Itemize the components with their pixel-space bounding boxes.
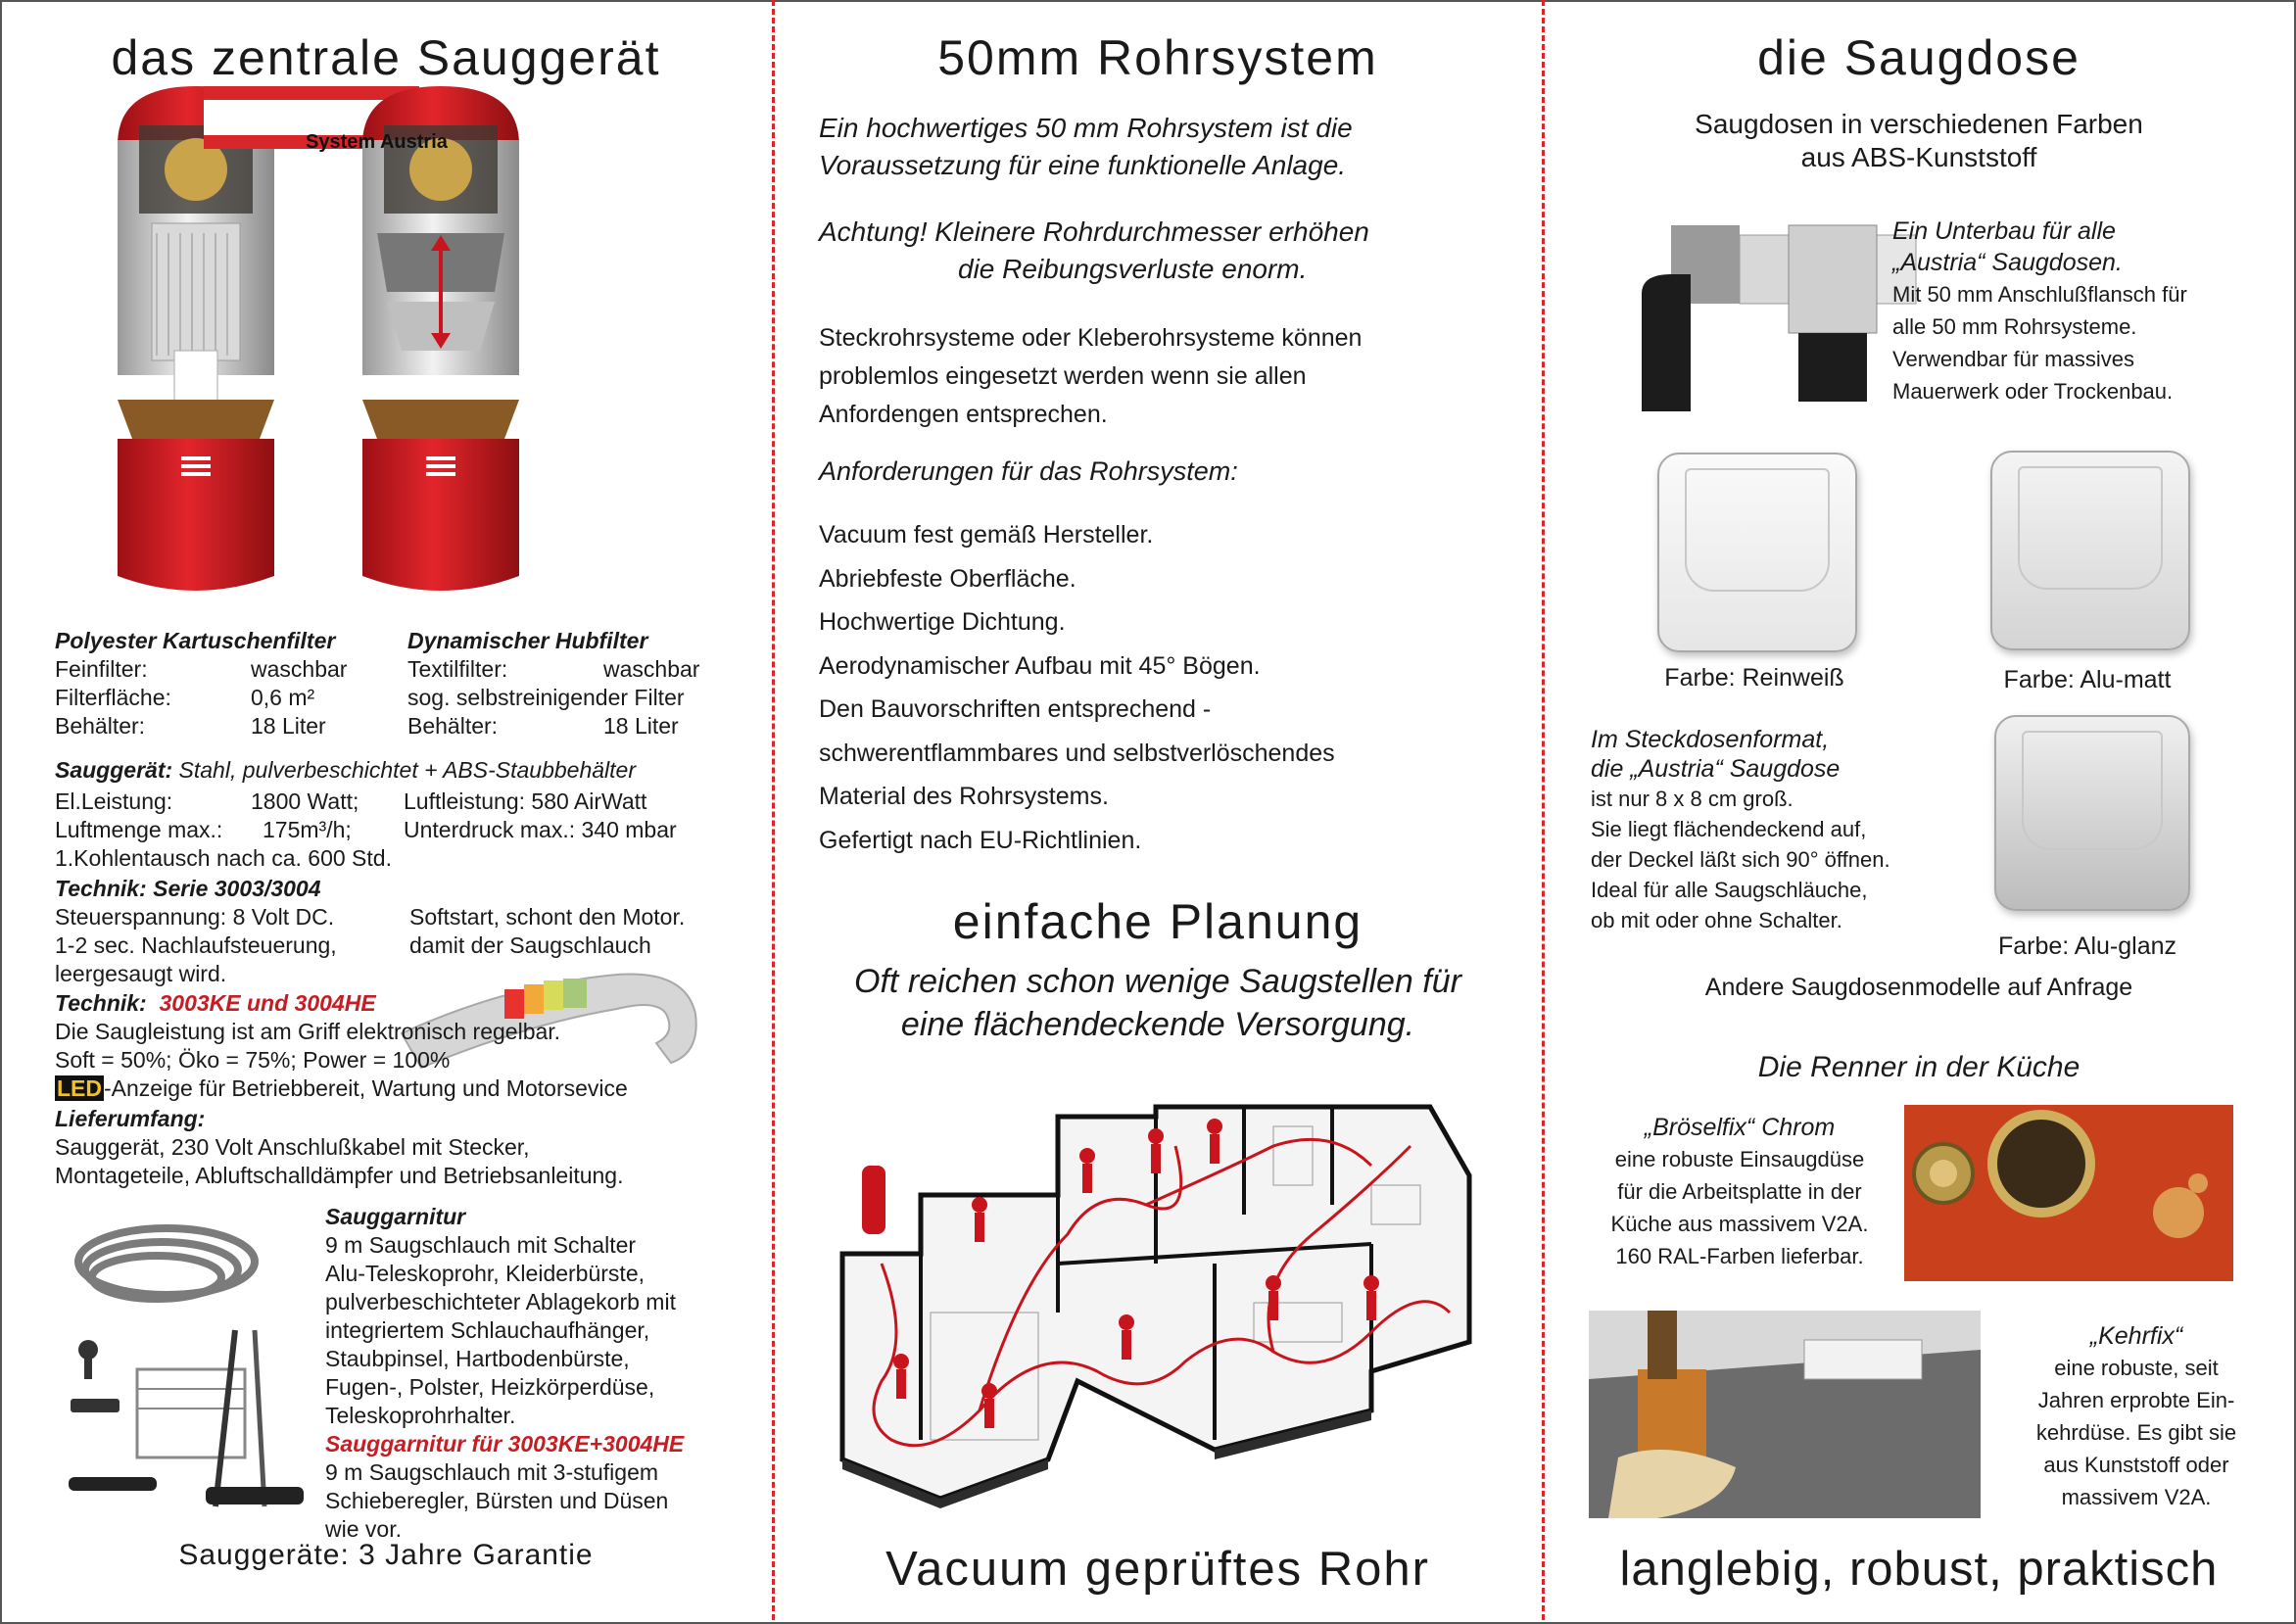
anforderung-item: Aerodynamischer Aufbau mit 45° Bögen. bbox=[819, 651, 1261, 680]
spec-label: El.Leistung: bbox=[55, 788, 173, 814]
technik-heading: Technik: Serie 3003/3004 bbox=[55, 876, 321, 901]
column-saugdose bbox=[1544, 0, 2294, 1620]
lieferumfang-block bbox=[55, 1105, 770, 1190]
unterbau-text: Mit 50 mm Anschlußflansch für bbox=[1892, 282, 2187, 307]
technik2-text: Soft = 50%; Öko = 75%; Power = 100% bbox=[55, 1047, 451, 1073]
spec-value: 18 Liter bbox=[603, 713, 679, 739]
spec-label: Filterfläche: bbox=[55, 685, 171, 710]
technik-text: damit der Saugschlauch bbox=[409, 932, 651, 958]
subtitle-line: Saugdosen in verschiedenen Farben bbox=[1695, 109, 2143, 139]
technik-text: Softstart, schont den Motor. bbox=[409, 904, 686, 930]
broeselfix-block bbox=[1593, 1112, 1887, 1272]
unterbau-heading: Ein Unterbau für alle bbox=[1892, 217, 2116, 245]
planung-title: einfache Planung bbox=[952, 894, 1363, 949]
cover-alu-glanz-image bbox=[1994, 715, 2190, 911]
anforderung-item: Den Bauvorschriften entsprechend - bbox=[819, 695, 1212, 723]
sauggarnitur-heading: Sauggarnitur bbox=[325, 1204, 466, 1229]
spec-value: waschbar bbox=[251, 656, 348, 682]
intro-line: Voraussetzung für eine funktionelle Anlage. bbox=[819, 150, 1347, 180]
kehrfix-text: eine robuste, seit bbox=[2054, 1356, 2219, 1380]
sauggarnitur-block bbox=[325, 1203, 766, 1544]
spec-label: Behälter: bbox=[55, 713, 146, 739]
technik2-models: 3003KE und 3004HE bbox=[159, 990, 376, 1016]
steckdosen-text: ob mit oder ohne Schalter. bbox=[1591, 908, 1842, 932]
sauggarnitur-text: 9 m Saugschlauch mit Schalter bbox=[325, 1232, 637, 1258]
saugdose-subtitle bbox=[1544, 108, 2294, 174]
andere-modelle-text: Andere Saugdosenmodelle auf Anfrage bbox=[1704, 974, 2133, 1001]
anforderung-item: Vacuum fest gemäß Hersteller. bbox=[819, 521, 1154, 549]
geraet-line bbox=[55, 756, 636, 785]
unterbau-heading: „Austria“ Saugdosen. bbox=[1892, 249, 2123, 276]
technik2-block bbox=[55, 989, 770, 1103]
unterbau-text: Mauerwerk oder Trockenbau. bbox=[1892, 379, 2174, 404]
sauggarnitur-text: Schieberegler, Bürsten und Düsen bbox=[325, 1488, 669, 1513]
anforderung-item: schwerentflammbares und selbstverlöschendes bbox=[819, 739, 1335, 767]
column-title: die Saugdose bbox=[1757, 30, 2081, 85]
steck-text bbox=[819, 319, 1524, 434]
sauggarnitur-text: Staubpinsel, Hartbodenbürste, bbox=[325, 1346, 630, 1371]
achtung-line: Achtung! Kleinere Rohrdurchmesser erhöhen bbox=[819, 216, 1369, 247]
vacuum-units-image bbox=[108, 86, 656, 605]
kehrfix-text: kehrdüse. Es gibt sie bbox=[2035, 1420, 2237, 1445]
sauggarnitur-text: integriertem Schlauchaufhänger, bbox=[325, 1317, 650, 1343]
spec-value: Luftleistung: 580 AirWatt bbox=[404, 788, 647, 814]
steckdosen-text: Sie liegt flächendeckend auf, bbox=[1591, 817, 1867, 841]
steck-line: Anfordengen entsprechen. bbox=[819, 401, 1108, 428]
sauggarnitur-text: Fugen-, Polster, Heizkörperdüse, bbox=[325, 1374, 655, 1400]
broeselfix-text: Küche aus massivem V2A. bbox=[1610, 1212, 1869, 1236]
led-badge: LED bbox=[57, 1075, 102, 1101]
kehrfix-text: Jahren erprobte Ein- bbox=[2037, 1388, 2235, 1412]
sauggarnitur-text: wie vor. bbox=[325, 1516, 402, 1542]
spec-line: 1.Kohlentausch nach ca. 600 Std. bbox=[55, 845, 392, 871]
technik2-text: -Anzeige für Betriebbereit, Wartung und Motorsevice bbox=[104, 1075, 628, 1101]
anforderung-item: Abriebfeste Oberfläche. bbox=[819, 564, 1076, 593]
sauggarnitur-ke-heading: Sauggarnitur für 3003KE+3004HE bbox=[325, 1431, 685, 1457]
kehrfix-text: aus Kunststoff oder bbox=[2043, 1453, 2229, 1477]
geraet-specs bbox=[55, 788, 760, 873]
sauggarnitur-text: Teleskoprohrhalter. bbox=[325, 1403, 516, 1428]
cover-alu-matt-image bbox=[1990, 451, 2190, 650]
achtung-text bbox=[819, 214, 1524, 288]
broeselfix-text: 160 RAL-Farben lieferbar. bbox=[1615, 1244, 1864, 1268]
spec-label: Luftmenge max.: bbox=[55, 817, 223, 842]
intro-text bbox=[819, 110, 1524, 184]
kehrfix-block bbox=[1979, 1320, 2294, 1513]
kehrfix-text: massivem V2A. bbox=[2061, 1485, 2212, 1509]
anforderungen-heading: Anforderungen für das Rohrsystem: bbox=[819, 456, 1238, 486]
unterbau-text: alle 50 mm Rohrsysteme. bbox=[1892, 314, 2137, 339]
filter-right-heading: Dynamischer Hubfilter bbox=[407, 628, 648, 653]
steckdosen-text: Ideal für alle Saugschläuche, bbox=[1591, 878, 1868, 902]
steckdosen-text: ist nur 8 x 8 cm groß. bbox=[1591, 787, 1794, 811]
lieferumfang-text: Sauggerät, 230 Volt Anschlußkabel mit Stecker, bbox=[55, 1134, 530, 1160]
technik-text: Steuerspannung: 8 Volt DC. bbox=[55, 904, 335, 930]
sauggarnitur-text: Alu-Teleskoprohr, Kleiderbürste, bbox=[325, 1261, 645, 1286]
garantie-text: Sauggeräte: 3 Jahre Garantie bbox=[178, 1539, 594, 1571]
planung-line: Oft reichen schon wenige Saugstellen für bbox=[854, 963, 1461, 1000]
subtitle-line: aus ABS-Kunststoff bbox=[1800, 142, 2037, 172]
technik2-text: Die Saugleistung ist am Griff elektronisch regelbar. bbox=[55, 1019, 561, 1044]
spec-value: 175m³/h; bbox=[263, 817, 352, 842]
anforderung-item: Gefertigt nach EU-Richtlinien. bbox=[819, 826, 1142, 854]
kehrfix-image bbox=[1589, 1311, 1981, 1518]
spec-value: 18 Liter bbox=[251, 713, 326, 739]
technik-text: 1-2 sec. Nachlaufsteuerung, bbox=[55, 932, 337, 958]
achtung-line: die Reibungsverluste enorm. bbox=[958, 254, 1308, 284]
sauggarnitur-text: 9 m Saugschlauch mit 3-stufigem bbox=[325, 1459, 659, 1485]
planung-line: eine flächendeckende Versorgung. bbox=[900, 1006, 1415, 1043]
column-title: das zentrale Sauggerät bbox=[111, 30, 661, 85]
filter-left-heading: Polyester Kartuschenfilter bbox=[55, 628, 336, 653]
broeselfix-image bbox=[1904, 1105, 2233, 1281]
steckdosen-heading: Im Steckdosenformat, bbox=[1591, 726, 1830, 753]
farbe-reinweiss-label: Farbe: Reinweiß bbox=[1664, 664, 1844, 692]
unterbau-text: Verwendbar für massives bbox=[1892, 347, 2134, 371]
cover-reinweiss-image bbox=[1657, 453, 1857, 652]
filter-left bbox=[55, 627, 407, 740]
broeselfix-text: eine robuste Einsaugdüse bbox=[1614, 1147, 1865, 1171]
filter-right bbox=[407, 627, 770, 740]
spec-value: 0,6 m² bbox=[251, 685, 315, 710]
steckdosen-heading: die „Austria“ Saugdose bbox=[1591, 755, 1841, 783]
steckdosen-text: der Deckel läßt sich 90° öffnen. bbox=[1591, 847, 1890, 872]
column-title: 50mm Rohrsystem bbox=[937, 30, 1378, 85]
unterbau-block bbox=[1892, 215, 2294, 407]
geraet-label: Sauggerät: bbox=[55, 757, 173, 783]
spec-value: 1800 Watt; bbox=[251, 788, 359, 814]
anforderung-item: Material des Rohrsystems. bbox=[819, 783, 1109, 810]
renner-heading: Die Renner in der Küche bbox=[1757, 1051, 2081, 1083]
spec-label: Behälter: bbox=[407, 713, 499, 739]
broeselfix-text: für die Arbeitsplatte in der bbox=[1617, 1179, 1862, 1204]
lieferumfang-text: Montageteile, Abluftschalldämpfer und Betriebsanleitung. bbox=[55, 1163, 624, 1188]
broeselfix-heading: „Bröselfix“ Chrom bbox=[1644, 1114, 1836, 1141]
rohrsystem-footer: Vacuum geprüftes Rohr bbox=[885, 1543, 1430, 1596]
spec-value: waschbar bbox=[603, 656, 700, 682]
spec-label: Feinfilter: bbox=[55, 656, 148, 682]
saugdose-footer: langlebig, robust, praktisch bbox=[1619, 1543, 2219, 1596]
floor-plan-image bbox=[823, 1087, 1489, 1528]
banner-label: System Austria bbox=[306, 131, 448, 153]
column-sauggeraet bbox=[0, 0, 772, 1620]
spec-label: sog. selbstreinigender Filter bbox=[407, 685, 685, 710]
steck-line: problemlos eingesetzt werden wenn sie allen bbox=[819, 362, 1307, 390]
technik2-label: Technik: bbox=[55, 990, 147, 1016]
intro-line: Ein hochwertiges 50 mm Rohrsystem ist die bbox=[819, 113, 1353, 143]
planung-subtitle bbox=[774, 960, 1542, 1046]
steckdosen-block bbox=[1591, 725, 1963, 935]
lieferumfang-heading: Lieferumfang: bbox=[55, 1106, 206, 1131]
anforderungen-list bbox=[819, 513, 1524, 862]
spec-label: Textilfilter: bbox=[407, 656, 508, 682]
spec-value: Unterdruck max.: 340 mbar bbox=[404, 817, 677, 842]
column-rohrsystem bbox=[774, 0, 1542, 1620]
kehrfix-heading: „Kehrfix“ bbox=[2089, 1322, 2183, 1350]
anforderung-item: Hochwertige Dichtung. bbox=[819, 608, 1066, 636]
geraet-text: Stahl, pulverbeschichtet + ABS-Staubbehälter bbox=[172, 757, 636, 783]
accessories-image bbox=[59, 1213, 323, 1526]
farbe-alu-matt-label: Farbe: Alu-matt bbox=[2003, 666, 2172, 693]
steck-line: Steckrohrsysteme oder Kleberohrsysteme können bbox=[819, 324, 1363, 352]
technik-text: leergesaugt wird. bbox=[55, 961, 227, 986]
farbe-alu-glanz-label: Farbe: Alu-glanz bbox=[1997, 932, 2177, 960]
sauggarnitur-text: pulverbeschichteter Ablagekorb mit bbox=[325, 1289, 676, 1314]
